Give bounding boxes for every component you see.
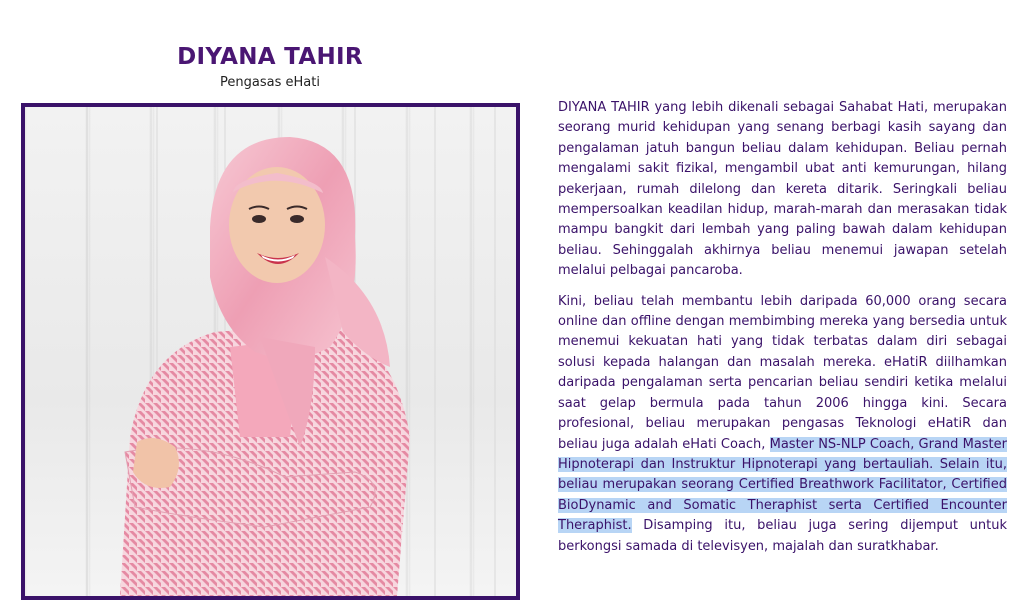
bio-text: Kini, beliau telah membantu lebih daripada 60,000 orang secara online dan offline dengan membimbing mereka yang bersedia untuk menemui kekuatan hati yang tidak terbatas dalam diri sebagai solusi kepada halangan dan masalah mereka. eHatiR diilhamkan daripada pengalaman serta pencarian beliau sendiri ketika melalui saat gelap bermula pada tahun 2006 hingga kini. Secara profesional, beliau merupakan pengasas Teknologi eHatiR dan beliau juga adalah eHati Coach, <box>558 293 1007 452</box>
biography <box>558 98 1007 567</box>
profile-photo <box>21 103 520 600</box>
bio-paragraph: DIYANA TAHIR yang lebih dikenali sebagai Sahabat Hati, merupakan seorang murid kehidupan yang senang berbagi kasih sayang dan pengalaman jatuh bangun beliau dalam kehidupan. Beliau pernah mengalami sakit fizikal, mengambil ubat anti kemurungan, hilang pekerjaan, rumah dilelong dan kereta ditarik. Seringkali beliau mempersoalkan keadilan hidup, marah-marah dan merasakan tidak mampu bangkit dari lembah yang paling bawah dalam kehidupan beliau. Sehinggalah akhirnya beliau menemui jawapan setelah melalui pelbagai pancaroba. <box>558 100 1007 279</box>
bio-paragraph <box>558 292 1007 557</box>
bio-text: Disamping itu, beliau juga sering dijemput untuk berkongsi samada di televisyen, majalah dan suratkhabar. <box>558 518 1007 554</box>
profile-role: Pengasas eHati <box>220 75 320 90</box>
selected-text[interactable]: Master NS-NLP Coach, Grand Master Hipnoterapi dan Instruktur Hipnoterapi yang bertauliah. Selain itu, beliau merupakan seorang Certified Breathwork Facilitator, Certified BioDynamic and Somatic Theraphist serta Certified Encounter Theraphist. <box>558 436 1007 534</box>
profile-name: DIYANA TAHIR <box>177 44 363 70</box>
portrait-illustration <box>25 107 516 596</box>
